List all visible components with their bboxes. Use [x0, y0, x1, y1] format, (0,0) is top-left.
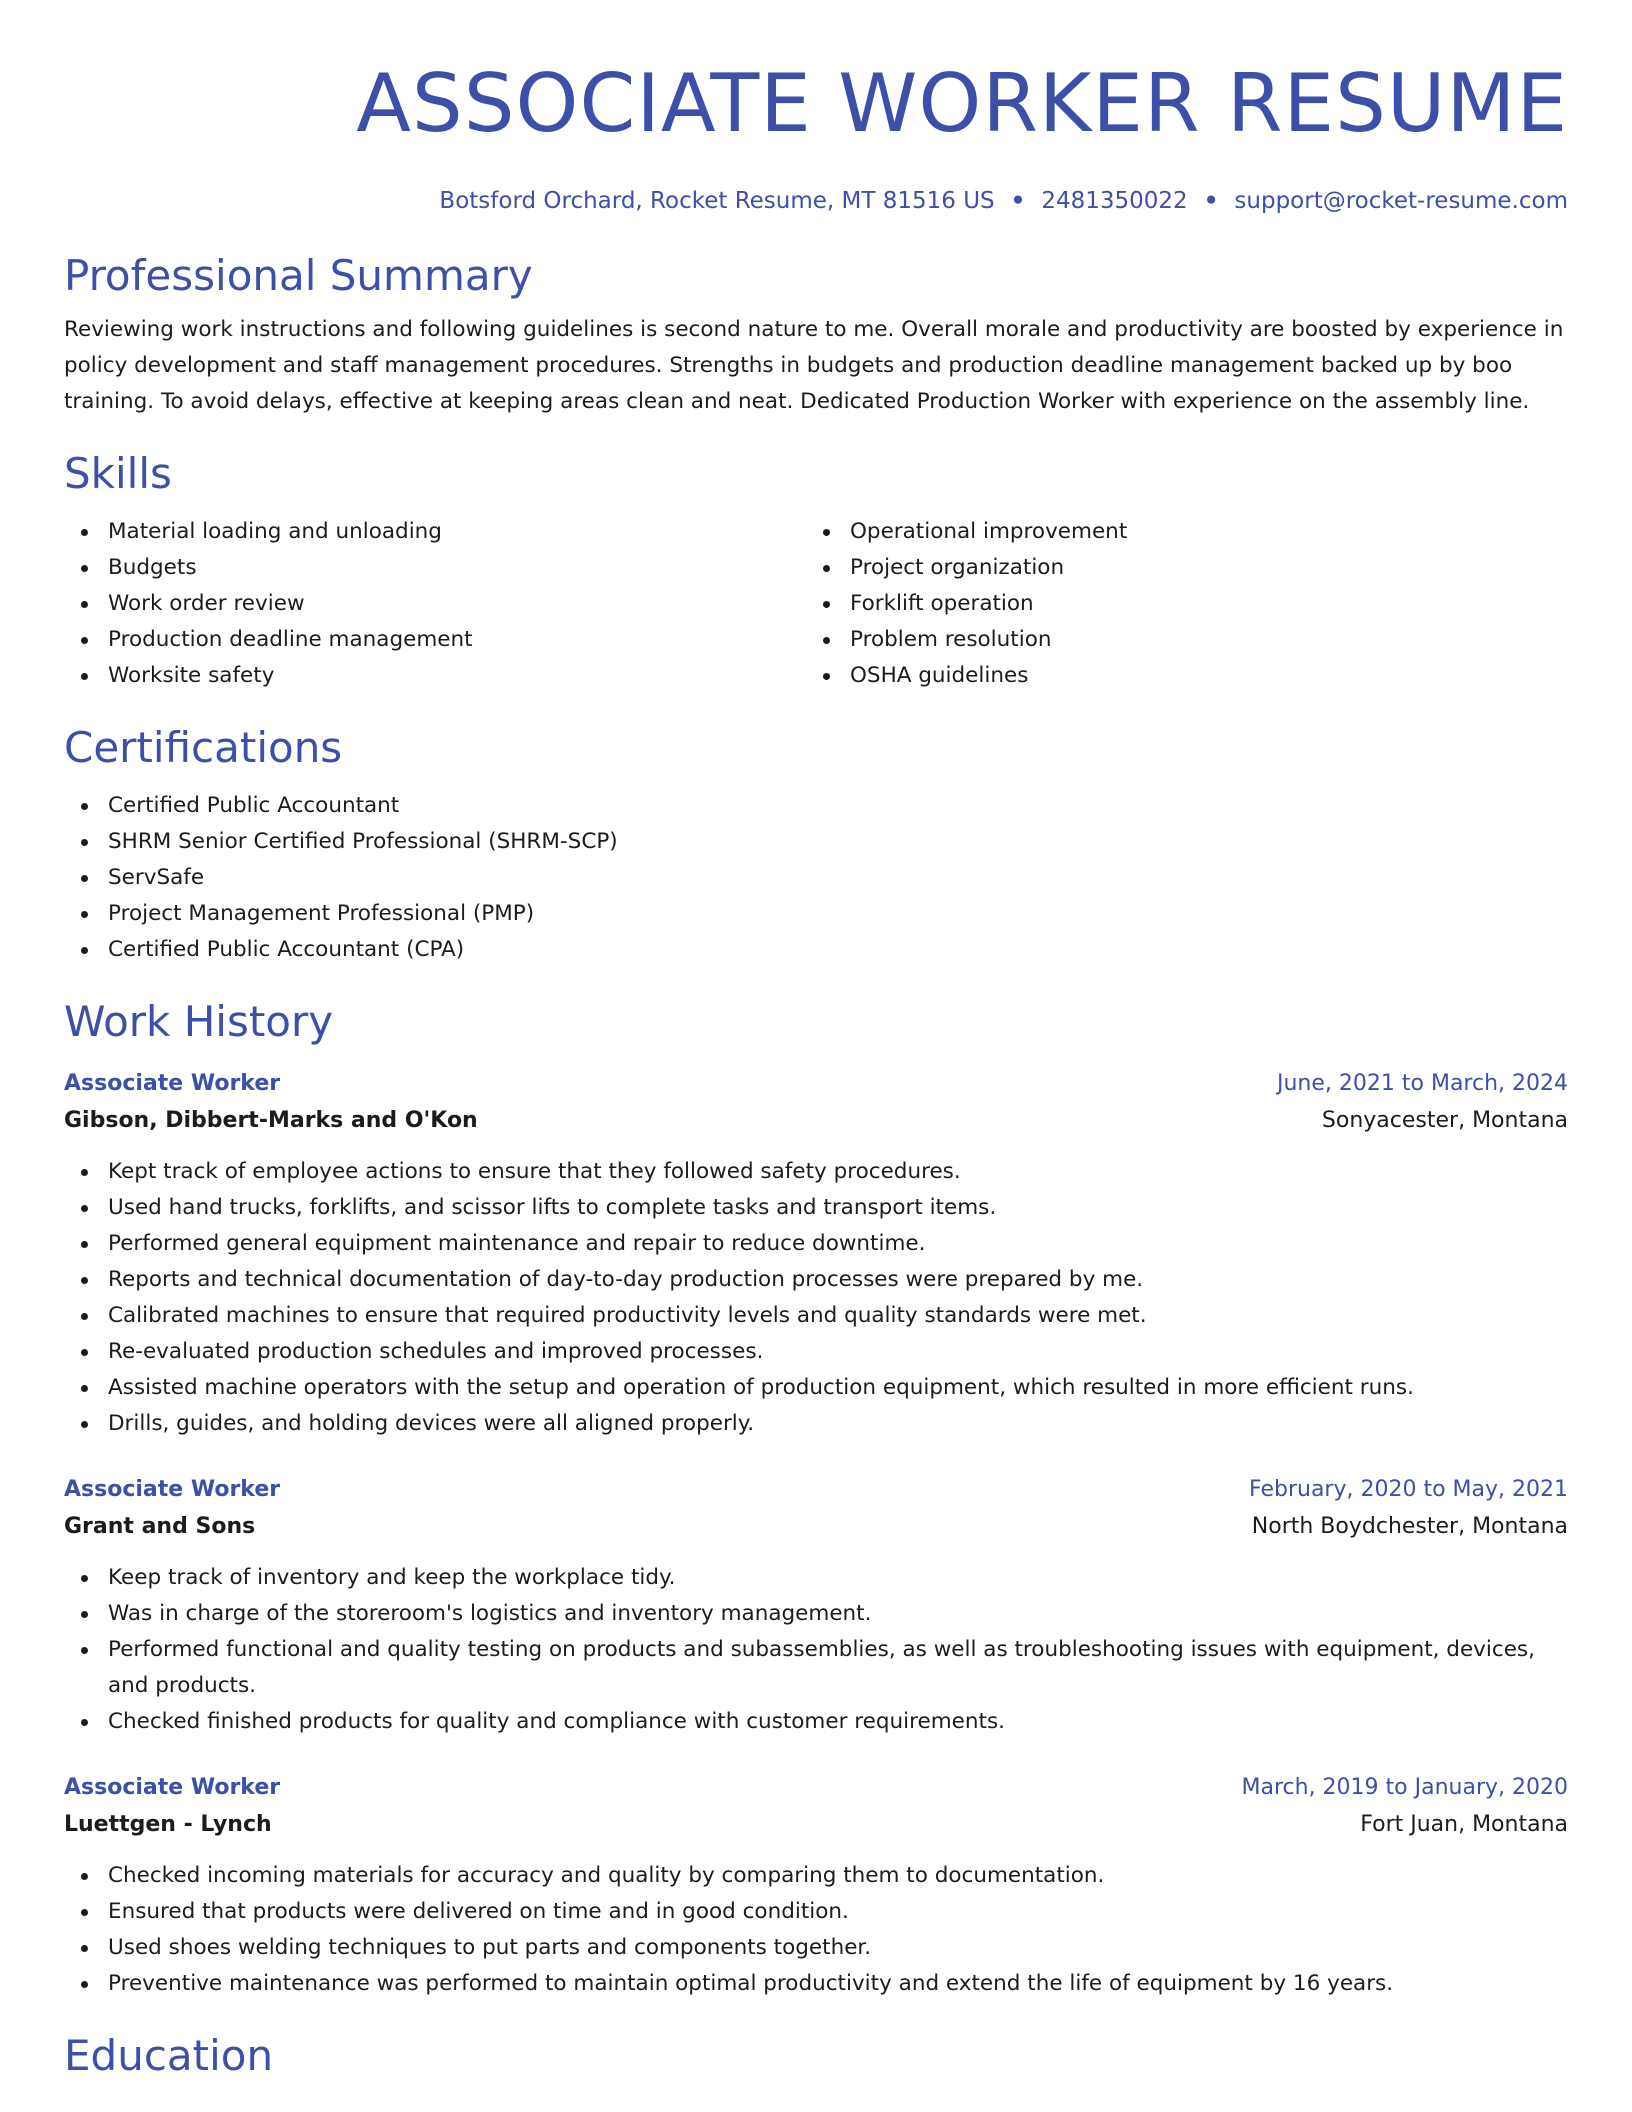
education-heading: Education	[64, 2031, 274, 2080]
certifications-list	[64, 788, 1568, 968]
job-company: Grant and Sons	[64, 1514, 256, 1539]
job-company-row	[64, 1102, 1568, 1140]
job-duty: Performed general equipment maintenance and repair to reduce downtime.	[64, 1226, 1568, 1262]
skills-list-right	[806, 514, 1548, 694]
job-location: North Boydchester, Montana	[1251, 1514, 1568, 1539]
job-dates: February, 2020 to May, 2021	[1249, 1477, 1568, 1502]
job-duties-list	[64, 1858, 1568, 2002]
skills-heading: Skills	[64, 449, 172, 498]
skills-column-left	[64, 514, 806, 694]
skills-list-left	[64, 514, 806, 694]
job-duty: Reports and technical documentation of day-to-day production processes were prepared by me.	[64, 1262, 1568, 1298]
job-dates: June, 2021 to March, 2024	[1277, 1071, 1568, 1096]
skill-item: Material loading and unloading	[64, 514, 806, 550]
job-duty: Ensured that products were delivered on time and in good condition.	[64, 1894, 1568, 1930]
skill-item: OSHA guidelines	[806, 658, 1548, 694]
job-duty: Performed functional and quality testing on products and subassemblies, as well as troubleshooting issues with equipment, devices, and products.	[64, 1632, 1568, 1704]
job-duty: Keep track of inventory and keep the workplace tidy.	[64, 1560, 1568, 1596]
job-company-row	[64, 1508, 1568, 1546]
resume-header	[64, 0, 1568, 216]
skill-item: Budgets	[64, 550, 806, 586]
job-title-row	[64, 1472, 1568, 1508]
certification-item: Certified Public Accountant	[64, 788, 1568, 824]
job-duty: Assisted machine operators with the setup and operation of production equipment, which resulted in more efficient runs.	[64, 1370, 1568, 1406]
job-title-row	[64, 1770, 1568, 1806]
job-duty: Used shoes welding techniques to put parts and components together.	[64, 1930, 1568, 1966]
job-title: Associate Worker	[64, 1071, 281, 1096]
job-duty: Checked finished products for quality and compliance with customer requirements.	[64, 1704, 1568, 1740]
job-entry	[64, 1770, 1568, 2002]
certification-item: ServSafe	[64, 860, 1568, 896]
job-duty: Kept track of employee actions to ensure that they followed safety procedures.	[64, 1154, 1568, 1190]
certification-item: Certified Public Accountant (CPA)	[64, 932, 1568, 968]
skill-item: Project organization	[806, 550, 1548, 586]
job-title-row	[64, 1066, 1568, 1102]
skills-column-right	[806, 514, 1548, 694]
job-title: Associate Worker	[64, 1775, 281, 1800]
job-duty: Re-evaluated production schedules and improved processes.	[64, 1334, 1568, 1370]
contact-separator: •	[1010, 188, 1026, 214]
job-duty: Used hand trucks, forklifts, and scissor lifts to complete tasks and transport items.	[64, 1190, 1568, 1226]
resume-page	[64, 0, 1568, 2082]
certification-item: SHRM Senior Certified Professional (SHRM-SCP)	[64, 824, 1568, 860]
job-duty: Drills, guides, and holding devices were all aligned properly.	[64, 1406, 1568, 1442]
contact-email: support@rocket-resume.com	[1234, 188, 1568, 214]
contact-line	[64, 186, 1568, 216]
job-company: Gibson, Dibbert-Marks and O'Kon	[64, 1108, 478, 1133]
job-duties-list	[64, 1154, 1568, 1442]
job-duty: Checked incoming materials for accuracy and quality by comparing them to documentation.	[64, 1858, 1568, 1894]
job-entry	[64, 1472, 1568, 1740]
skill-item: Problem resolution	[806, 622, 1548, 658]
job-duty: Preventive maintenance was performed to maintain optimal productivity and extend the life of equipment by 16 years.	[64, 1966, 1568, 2002]
work-history-heading: Work History	[64, 997, 334, 1046]
skill-item: Operational improvement	[806, 514, 1548, 550]
contact-phone: 2481350022	[1041, 188, 1188, 214]
skill-item: Work order review	[64, 586, 806, 622]
job-location: Sonyacester, Montana	[1321, 1108, 1568, 1133]
job-entry	[64, 1066, 1568, 1442]
skill-item: Forklift operation	[806, 586, 1548, 622]
job-duties-list	[64, 1560, 1568, 1740]
job-company-row	[64, 1806, 1568, 1844]
skill-item: Production deadline management	[64, 622, 806, 658]
contact-address: Botsford Orchard, Rocket Resume, MT 81516 US	[439, 188, 995, 214]
summary-heading: Professional Summary	[64, 251, 533, 300]
job-duty: Was in charge of the storeroom's logistics and inventory management.	[64, 1596, 1568, 1632]
job-location: Fort Juan, Montana	[1360, 1812, 1568, 1837]
certification-item: Project Management Professional (PMP)	[64, 896, 1568, 932]
skill-item: Worksite safety	[64, 658, 806, 694]
resume-title: ASSOCIATE WORKER RESUME	[356, 57, 1568, 150]
certifications-heading: Certifications	[64, 723, 343, 772]
job-company: Luettgen - Lynch	[64, 1812, 272, 1837]
job-dates: March, 2019 to January, 2020	[1241, 1775, 1568, 1800]
summary-text: Reviewing work instructions and following guidelines is second nature to me. Overall morale and productivity are boosted by experience in policy development and staff management procedures. Strengths in budgets and production deadline management backed up by boo training. To avoid delays, effective at keeping areas clean and neat. Dedicated Production Worker with experience on the assembly line.	[64, 317, 1564, 414]
job-title: Associate Worker	[64, 1477, 281, 1502]
job-duty: Calibrated machines to ensure that required productivity levels and quality standards were met.	[64, 1298, 1568, 1334]
skills-grid	[64, 514, 1568, 694]
contact-separator: •	[1203, 188, 1219, 214]
